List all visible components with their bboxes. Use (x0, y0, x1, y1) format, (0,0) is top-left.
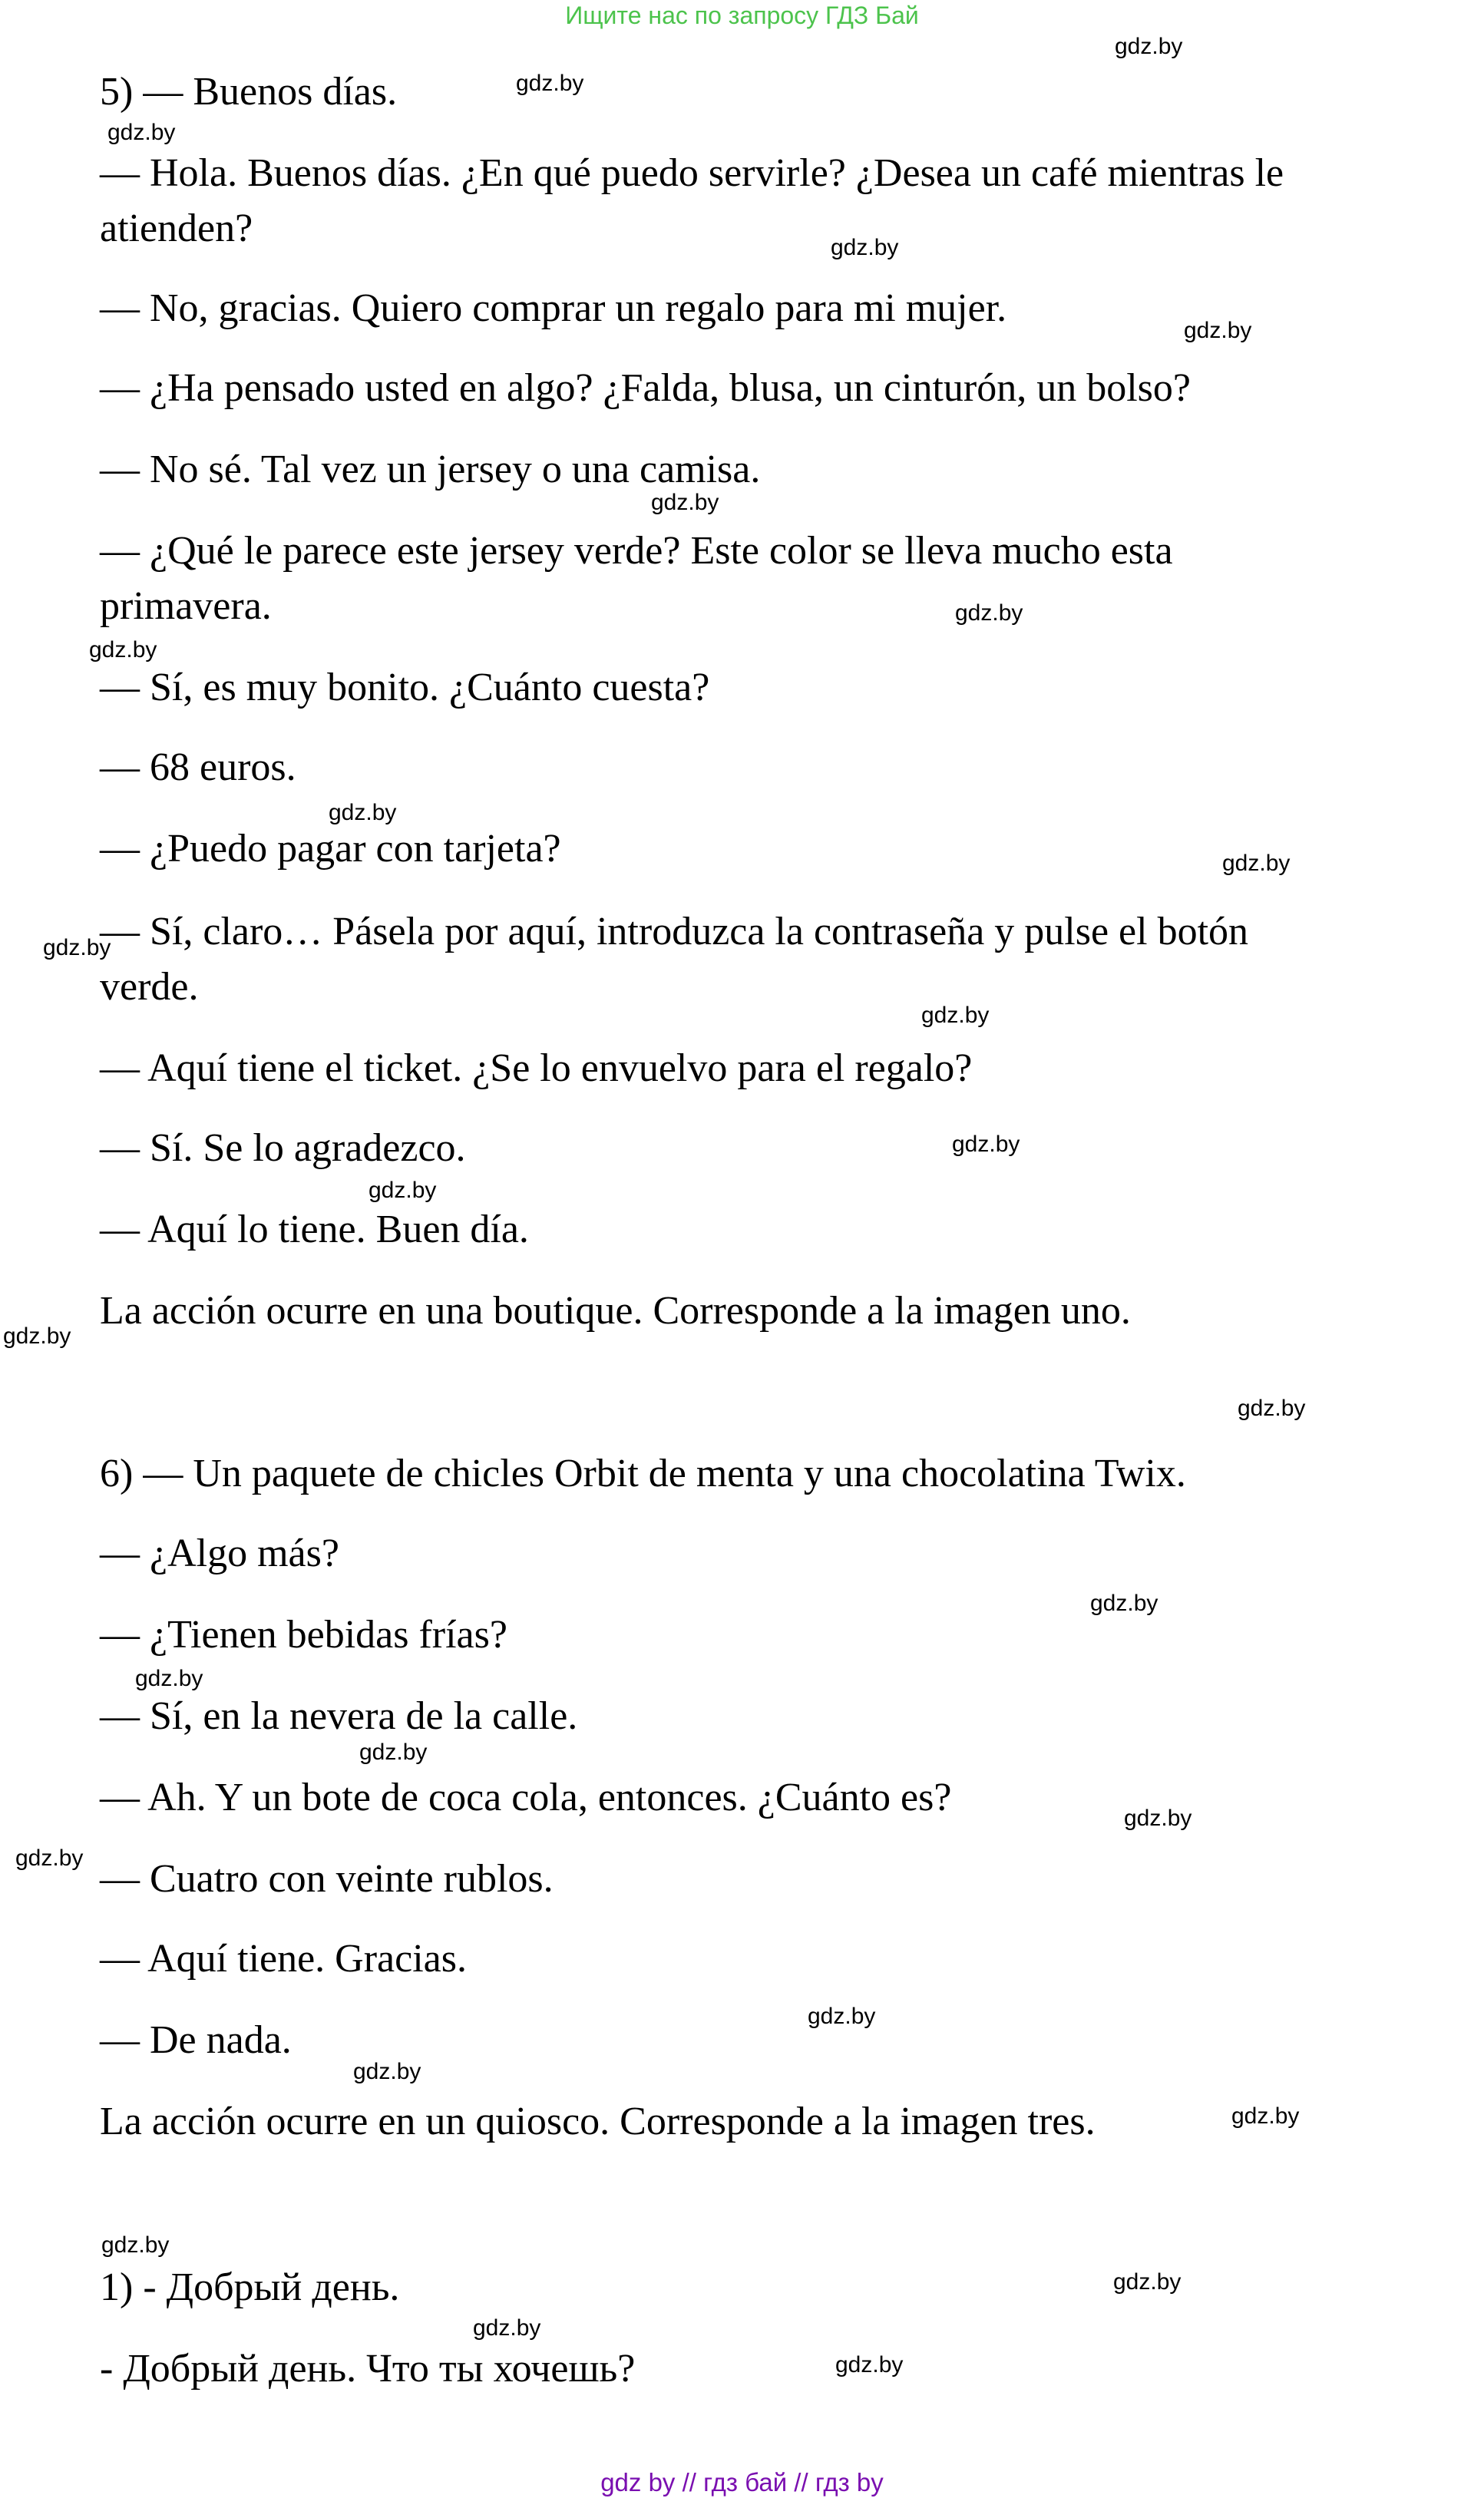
dialog-line: — Aquí tiene el ticket. ¿Se lo envuelvo para el regalo? (100, 1046, 973, 1090)
watermark: gdz.by (808, 2004, 876, 2029)
dialog-line: — ¿Ha pensado usted en algo? ¿Falda, blusa, un cinturón, un bolso? (100, 366, 1191, 410)
watermark: gdz.by (473, 2315, 541, 2341)
dialog-line: 1) - Добрый день. (100, 2265, 400, 2309)
watermark: gdz.by (329, 800, 397, 825)
dialog-line: 6) — Un paquete de chicles Orbit de menta y una chocolatina Twix. (100, 1452, 1186, 1495)
watermark: gdz.by (135, 1666, 203, 1691)
dialog-line: — De nada. (100, 2018, 292, 2062)
watermark: gdz.by (952, 1132, 1020, 1157)
dialog-line: — 68 euros. (100, 745, 296, 789)
dialog-line: — Sí. Se lo agradezco. (100, 1126, 466, 1170)
watermark: gdz.by (651, 490, 719, 515)
watermark: gdz.by (1113, 2269, 1182, 2295)
watermark: gdz.by (43, 935, 111, 960)
watermark: gdz.by (1090, 1591, 1158, 1616)
watermark: gdz.by (1231, 2103, 1300, 2129)
watermark: gdz.by (353, 2059, 421, 2084)
dialog-line: primavera. (100, 584, 272, 628)
watermark: gdz.by (516, 71, 584, 96)
watermark: gdz.by (1222, 851, 1291, 876)
watermark: gdz.by (1238, 1396, 1306, 1421)
dialog-line: — Sí, es muy bonito. ¿Cuánto cuesta? (100, 666, 710, 709)
watermark: gdz.by (1184, 318, 1252, 343)
conclusion-line: La acción ocurre en una boutique. Corresponde a la imagen uno. (100, 1289, 1131, 1333)
watermark: gdz.by (107, 120, 176, 145)
watermark: gdz.by (3, 1323, 71, 1349)
dialog-line: — Aquí tiene. Gracias. (100, 1937, 467, 1981)
dialog-line: — Sí, en la nevera de la calle. (100, 1694, 578, 1738)
dialog-line: verde. (100, 965, 199, 1009)
dialog-line: — Sí, claro… Pásela por aquí, introduzca la contraseña y pulse el botón (100, 910, 1249, 953)
watermark: gdz.by (101, 2232, 170, 2258)
watermark: gdz.by (15, 1845, 84, 1871)
watermark: gdz.by (1124, 1806, 1192, 1831)
watermark: gdz.by (369, 1178, 437, 1203)
dialog-line: — Cuatro con veinte rublos. (100, 1857, 554, 1901)
watermark: gdz.by (831, 235, 899, 260)
dialog-line: — No, gracias. Quiero comprar un regalo para mi mujer. (100, 286, 1007, 330)
watermark: gdz.by (835, 2352, 904, 2377)
watermark: gdz.by (89, 637, 157, 663)
dialog-line: — ¿Tienen bebidas frías? (100, 1613, 507, 1657)
dialog-line: - Добрый день. Что ты хочешь? (100, 2347, 636, 2391)
dialog-line: — No sé. Tal vez un jersey o una camisa. (100, 448, 761, 491)
dialog-line: — Ah. Y un bote de coca cola, entonces. ¿Cuánto es? (100, 1776, 952, 1819)
dialog-line: — Aquí lo tiene. Buen día. (100, 1208, 529, 1251)
dialog-line: atienden? (100, 207, 253, 250)
watermark: gdz.by (1115, 34, 1183, 59)
dialog-line: — ¿Algo más? (100, 1532, 339, 1575)
dialog-line: 5) — Buenos días. (100, 70, 398, 114)
dialog-line: — Hola. Buenos días. ¿En qué puedo servirle? ¿Desea un café mientras le (100, 151, 1284, 195)
watermark: gdz.by (359, 1740, 428, 1765)
footer-links: gdz by // гдз бай // гдз by (600, 2468, 884, 2496)
dialog-line: — ¿Qué le parece este jersey verde? Este color se lleva mucho esta (100, 529, 1173, 573)
conclusion-line: La acción ocurre en un quiosco. Corresponde a la imagen tres. (100, 2100, 1096, 2143)
dialog-line: — ¿Puedo pagar con tarjeta? (100, 827, 561, 871)
search-banner: Ищите нас по запросу ГДЗ Бай (565, 2, 919, 29)
watermark: gdz.by (955, 600, 1023, 626)
watermark: gdz.by (921, 1003, 990, 1028)
